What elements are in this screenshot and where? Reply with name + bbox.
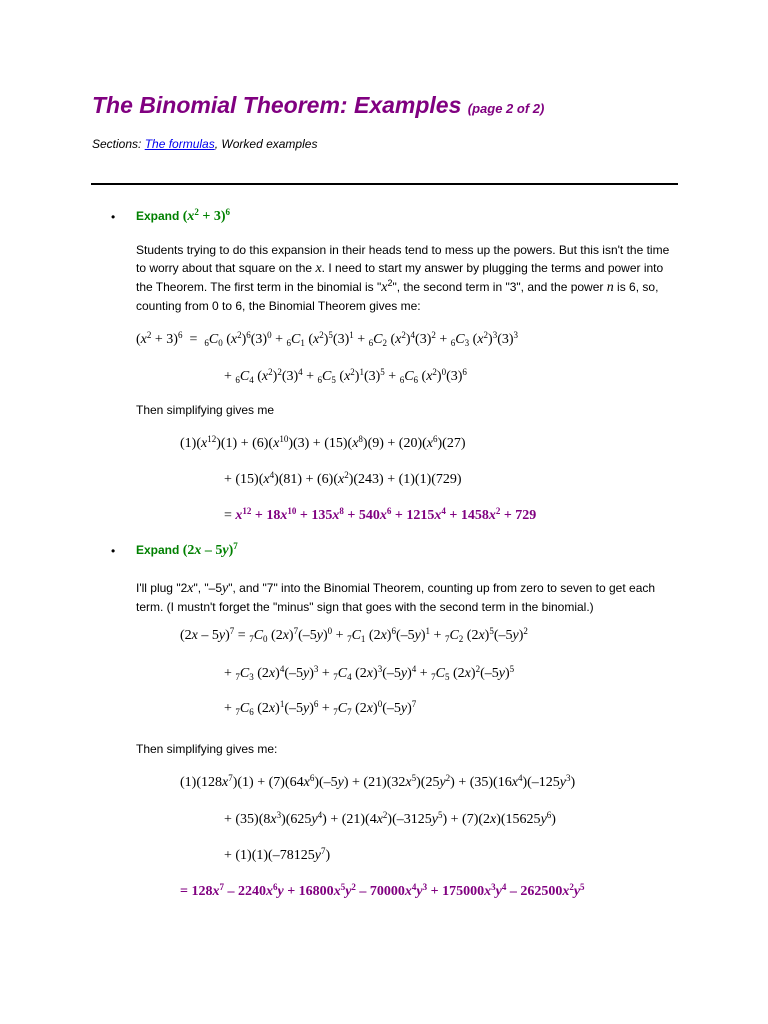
sections-nav: Sections: The formulas, Worked examples <box>92 137 318 151</box>
example-2-simplify-label: Then simplifying gives me: <box>136 742 278 756</box>
bullet-icon: • <box>111 544 116 558</box>
example-2-intro: I'll plug "2x", "–5y", and "7" into the Binomial Theorem, counting up from zero to seven to get each term. (I mustn't forget the "minus" sign that goes with the second term in the binomial.) <box>136 581 656 614</box>
example-1-answer: $x^{12} + 18x^{10} + 135x^8 + 540x^6 + 1215x^4 + 1458x^2 + 729$ <box>235 506 537 523</box>
example-1-result: = $x^{12} + 18x^{10} + 135x^8 + 540x^6 + 1215x^4 + 1458x^2 + 729$ <box>224 506 537 523</box>
example-1-heading: Expand $(x^2 + 3)^6$ <box>136 207 230 224</box>
link-the-formulas[interactable]: The formulas <box>144 137 215 151</box>
example-1-intro: Students trying to do this expansion in their heads tend to mess up the powers. But this isn't the time to worry about that square on the x. I need to start my answer by plugging the terms and power into the Theorem. The first term in the binomial is "$x^2$", the second term in "3", and the power n is 6, so, counting from 0 to 6, the Binomial Theorem gives me: <box>136 243 670 313</box>
example-2-simplified-line-2: + $(35)(8x^3)(625y^4) + (21)(4x^2)(-3125y^5) + (7)(2x)(15625y^6)$ <box>224 810 556 827</box>
bullet-icon: • <box>111 210 116 224</box>
example-1-simplify-label: Then simplifying gives me <box>136 403 275 417</box>
horizontal-rule <box>91 183 678 185</box>
example-2-answer: = $128x^7 - 2240x^6y + 16800x^5y^2 - 70000x^4y^3 + 175000x^3y^4 - 262500x^2y^5$ <box>180 882 585 899</box>
example-2-heading: Expand (2x – 5y)$^7$ <box>136 541 238 558</box>
example-2-expansion-line-3: + $_7C_6$ $(2x)^1(-5y)^6 + _7C_7$ $(2x)^0(-5y)^7$ <box>224 699 417 717</box>
example-1-simplified-line-2: + $(15)(x^4)(81) + (6)(x^2)(243) + (1)(1)(729)$ <box>224 470 462 487</box>
page-subtitle: (page 2 of 2) <box>467 101 545 116</box>
example-1-expansion-line-2: + $_6C_4$ $(x^2)^2(3)^4 + _6C_5$ $(x^2)^1(3)^5 + _6C_6$ $(x^2)^0(3)^6$ <box>224 367 467 385</box>
example-2-expansion-line-2: + $_7C_3$ $(2x)^4(-5y)^3 + _7C_4$ $(2x)^3(-5y)^4 + _7C_5$ $(2x)^2(-5y)^5$ <box>224 664 515 682</box>
page-title: The Binomial Theorem: Examples (page 2 of 2) <box>92 92 545 118</box>
example-2-simplified-line-1: $(1)(128x^7)(1) + (7)(64x^6)(-5y) + (21)(32x^5)(25y^2) + (35)(16x^4)(-125y^3)$ <box>180 773 576 790</box>
example-1-simplified-line-1: $(1)(x^{12})(1) + (6)(x^{10})(3) + (15)(x^8)(9) + (20)(x^6)(27)$ <box>180 434 466 451</box>
example-2-expansion-line-1: $(2x - 5y)^7 = _7C_0$ $(2x)^7(-5y)^0 + _7C_1$ $(2x)^6(-5y)^1 + _7C_2$ $(2x)^5(-5y)^2$ <box>180 626 528 644</box>
example-2-simplified-line-3: + $(1)(1)(-78125y^7)$ <box>224 846 331 863</box>
example-1-expansion-line-1: $(x^2 + 3)^6 = _6C_0$ $(x^2)^6(3)^0 + _6C_1$ $(x^2)^5(3)^1 + _6C_2$ $(x^2)^4(3)^2 + _6C_3$ $(x^2)^3(3)^3$ <box>136 330 519 348</box>
